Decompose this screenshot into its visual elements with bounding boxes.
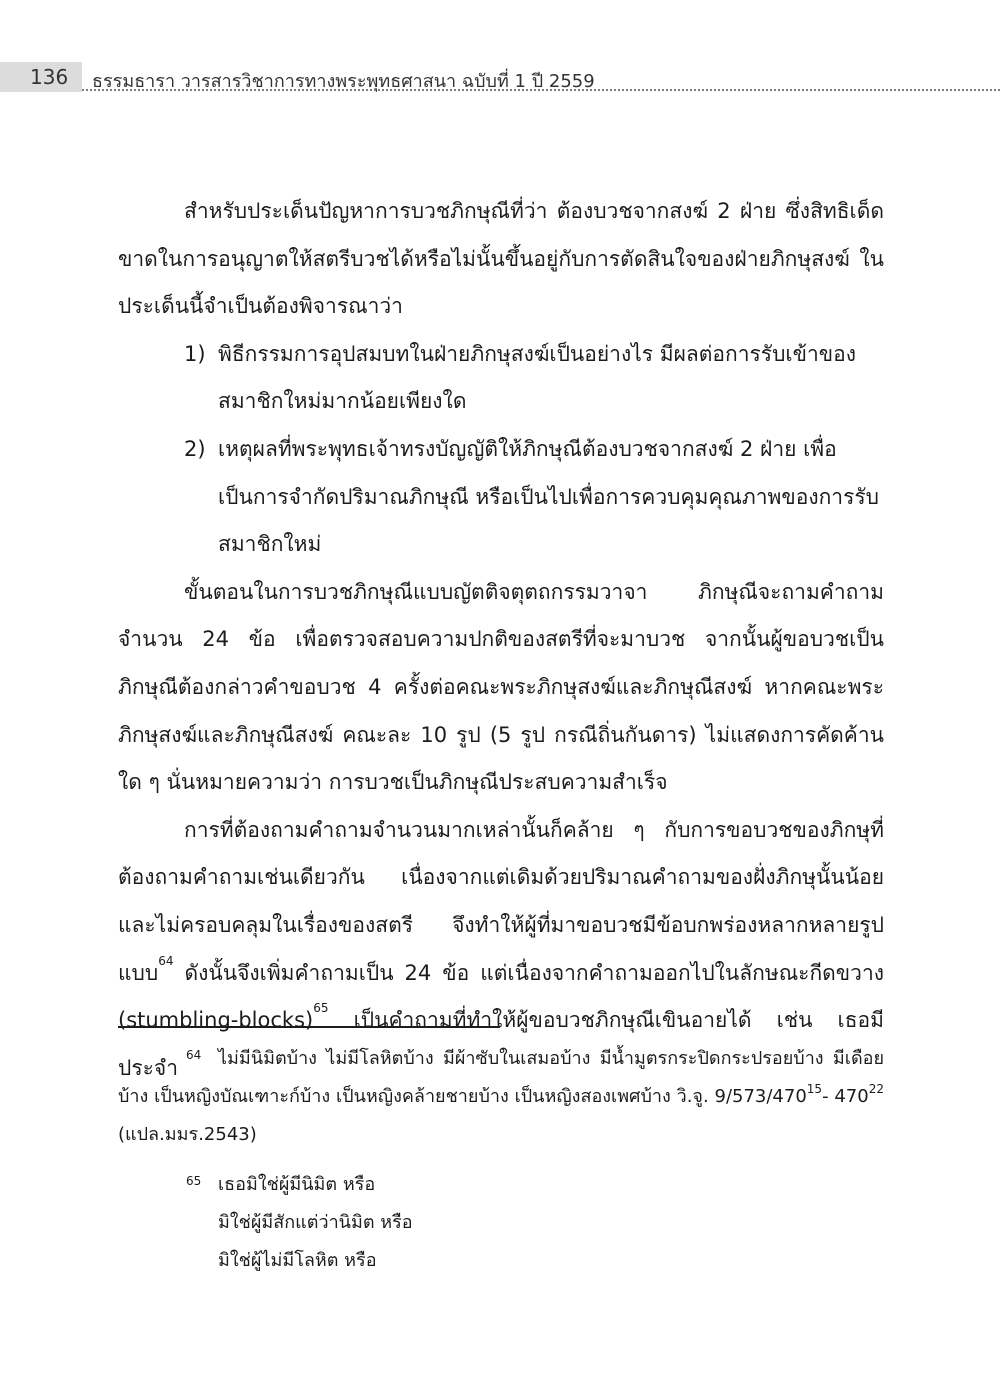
paragraph-3-text-a: การที่ต้องถามคำถามจำนวนมากเหล่านั้นก็คล้าย ๆ กับการขอบวชของภิกษุที่ต้องถามคำถามเช่นเดียวกัน เนื่องจากแต่เดิมด้วยปริมาณคำถามของฝั่งภิกษุนั้นน้อยและไม่ครอบคลุมในเรื่องของสตรี จึงทำให้ผู้ที่มาขอบวชมีข้อบกพร่องหลากหลายรูปแบบ <box>118 817 884 985</box>
footnote-ref-65[interactable]: 65 <box>313 1001 329 1016</box>
footnote-65 <box>118 1166 884 1204</box>
footnote-ref-64[interactable]: 64 <box>158 953 174 968</box>
page-number-box <box>0 62 82 92</box>
header-dotted-rule <box>82 89 1000 91</box>
footnote-65-mark: 65 <box>186 1174 202 1188</box>
paragraph-3-text-c: เป็นคำถามที่ทำให้ผู้ขอบวชภิกษุณีเขินอายได้ เช่น เธอมีประจำ <box>118 1008 884 1080</box>
running-title: ธรรมธารา วารสารวิชาการทางพระพุทธศาสนา ฉบับที่ 1 ปี 2559 <box>92 71 595 92</box>
page-number: 136 <box>30 65 69 89</box>
list-number-2: 2) <box>184 436 206 461</box>
list-number-1: 1) <box>184 341 206 366</box>
list-item-1 <box>118 331 884 426</box>
footnote-64 <box>118 1040 884 1154</box>
footnote-64-text: ไม่มีนิมิตบ้าง ไม่มีโลหิตบ้าง มีผ้าซับในเสมอบ้าง มีน้ำมูตรกระปิดกระปรอยบ้าง มีเดือยบ้าง เป็นหญิงบัณเฑาะก์บ้าง เป็นหญิงคล้ายชายบ้าง เป็นหญิงสองเพศบ้าง วิ.จู. 9/573/470 <box>118 1048 884 1107</box>
footnote-65-line-3: มิใช่ผู้ไม่มีโลหิต หรือ <box>218 1250 377 1271</box>
footnote-64-sup-2: 22 <box>868 1082 884 1096</box>
footnote-65-line-1: เธอมิใช่ผู้มีนิมิต หรือ <box>218 1174 376 1195</box>
footnote-separator <box>118 1026 500 1028</box>
page-header <box>0 62 1000 92</box>
footnote-65-line-2: มิใช่ผู้มีสักแต่ว่านิมิต หรือ <box>218 1212 413 1233</box>
footnote-64-mid: - 470 <box>822 1086 869 1107</box>
main-text <box>118 188 884 1092</box>
paragraph-2: ขั้นตอนในการบวชภิกษุณีแบบญัตติจตุตถกรรมวาจา ภิกษุณีจะถามคำถามจำนวน 24 ข้อ เพื่อตรวจสอบความปกติของสตรีที่จะมาบวช จากนั้นผู้ขอบวชเป็นภิกษุณีต้องกล่าวคำขอบวช 4 ครั้งต่อคณะพระภิกษุสงฆ์และภิกษุณีสงฆ์ หากคณะพระภิกษุสงฆ์และภิกษุณีสงฆ์ คณะละ 10 รูป (5 รูป กรณีถิ่นกันดาร) ไม่แสดงการคัดค้านใด ๆ นั่นหมายความว่า การบวชเป็นภิกษุณีประสบความสำเร็จ <box>118 579 884 795</box>
list-text-2: เหตุผลที่พระพุทธเจ้าทรงบัญญัติให้ภิกษุณีต้องบวชจากสงฆ์ 2 ฝ่าย เพื่อเป็นการจำกัดปริมาณภิกษุณี หรือเป็นไปเพื่อการควบคุมคุณภาพของการรับสมาชิกใหม่ <box>218 436 879 557</box>
list-text-1: พิธีกรรมการอุปสมบทในฝ่ายภิกษุสงฆ์เป็นอย่างไร มีผลต่อการรับเข้าของสมาชิกใหม่มากน้อยเพียงใด <box>218 341 856 414</box>
footnotes <box>118 1040 884 1280</box>
paragraph-3-text-b: ดังนั้นจึงเพิ่มคำถามเป็น 24 ข้อ แต่เนื่องจากคำถามออกไปในลักษณะกีดขวาง (stumbling-blocks) <box>118 960 884 1033</box>
footnote-64-tail: (แปล.มมร.2543) <box>118 1124 257 1145</box>
paragraph-1: สำหรับประเด็นปัญหาการบวชภิกษุณีที่ว่า ต้องบวชจากสงฆ์ 2 ฝ่าย ซึ่งสิทธิเด็ดขาดในการอนุญาตให้สตรีบวชได้หรือไม่นั้นขึ้นอยู่กับการตัดสินใจของฝ่ายภิกษุสงฆ์ ในประเด็นนี้จำเป็นต้องพิจารณาว่า <box>118 199 884 319</box>
footnote-64-sup-1: 15 <box>806 1082 823 1096</box>
footnote-64-mark: 64 <box>186 1048 202 1062</box>
list-item-2 <box>118 426 884 569</box>
